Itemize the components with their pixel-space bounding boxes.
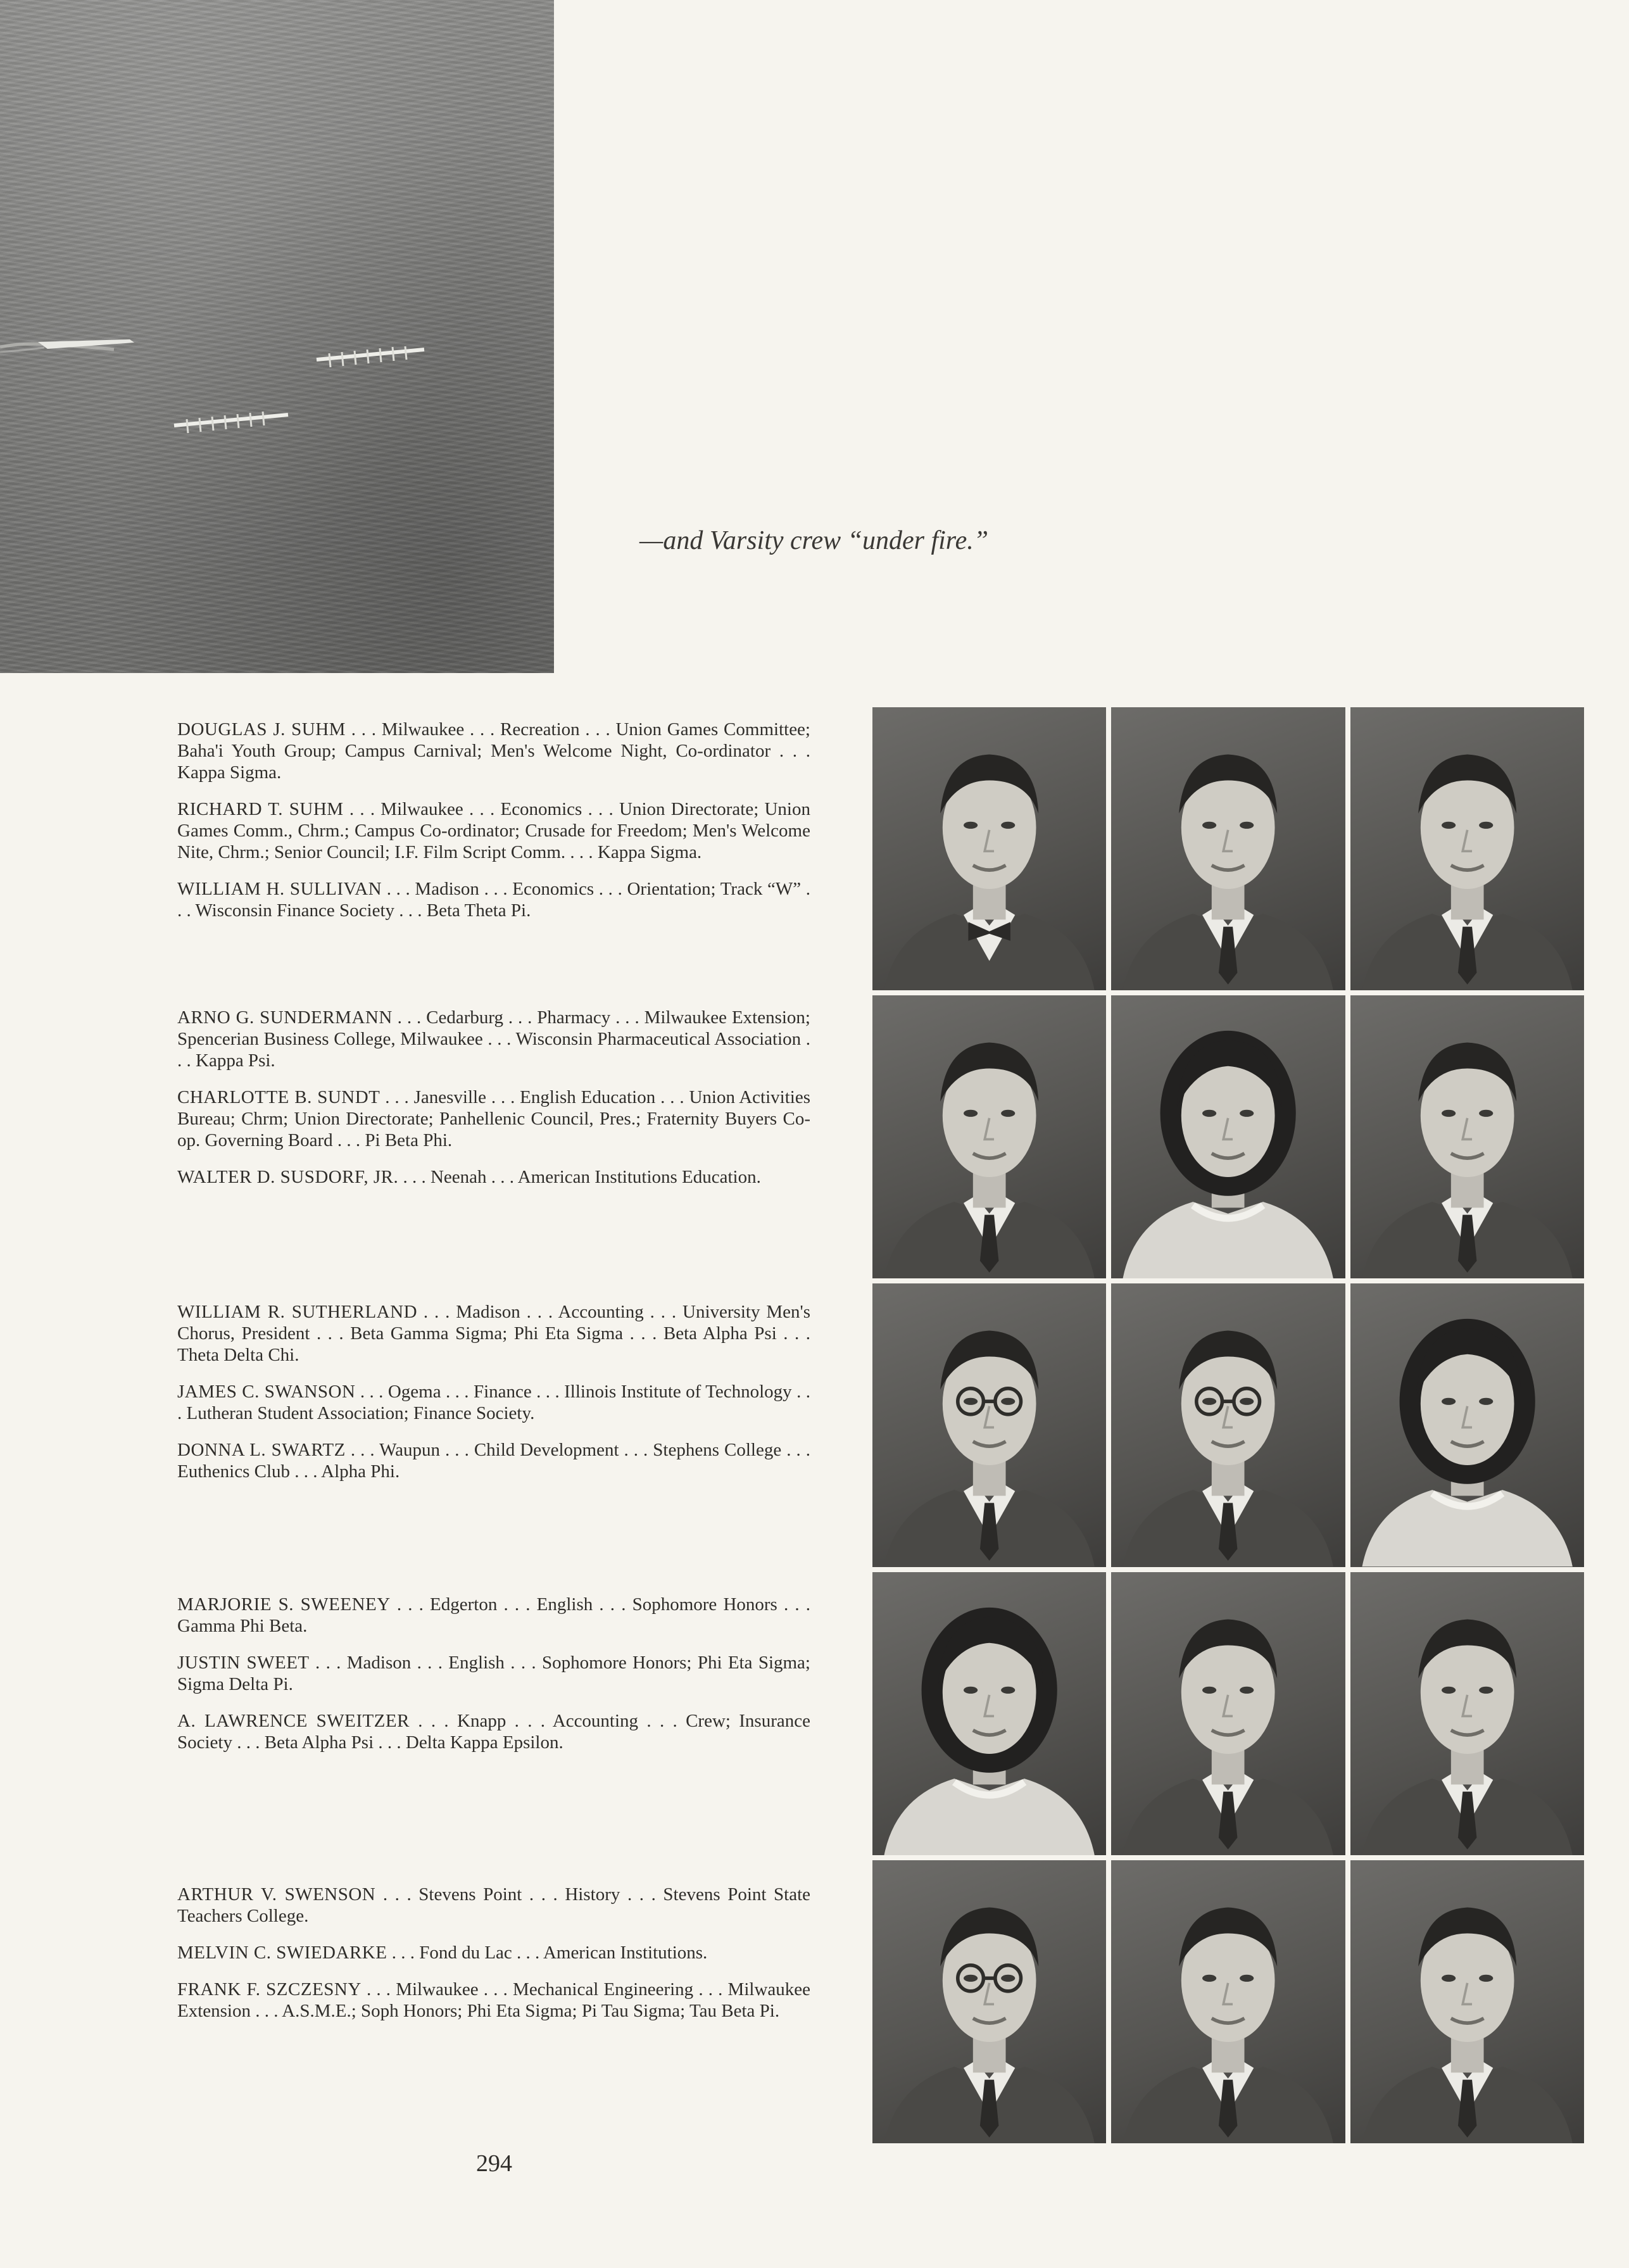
portrait-photo	[872, 707, 1106, 990]
bio-entry	[177, 1884, 810, 1927]
bio-entry	[177, 1710, 810, 1753]
portrait-silhouette	[1350, 707, 1584, 990]
portrait-silhouette	[1111, 1572, 1345, 1855]
aerial-crew-photo	[0, 0, 554, 673]
bio-name: FRANK F. SZCZESNY	[177, 1979, 362, 2000]
bio-name: RICHARD T. SUHM	[177, 799, 344, 819]
portrait-photo	[872, 1860, 1106, 2143]
bio-text: . . . Madison . . . English . . . Sophomore Honors; Phi Eta Sigma; Sigma Delta Pi.	[177, 1653, 810, 1694]
photo-caption: —and Varsity crew “under fire.”	[639, 526, 989, 555]
bio-entry	[177, 1439, 810, 1482]
bio-name: JAMES C. SWANSON	[177, 1382, 356, 1402]
portrait-photo	[1111, 1283, 1345, 1566]
bio-name: A. LAWRENCE SWEITZER	[177, 1711, 410, 1731]
portrait-photo	[872, 1283, 1106, 1566]
bio-text: . . . Waupun . . . Child Development . . . Stephens College . . . Euthenics Club . . . Alpha Phi.	[177, 1440, 810, 1482]
portrait-silhouette	[872, 1572, 1106, 1855]
portrait-silhouette	[1111, 707, 1345, 990]
bio-text: . . . Edgerton . . . English . . . Sophomore Honors . . . Gamma Phi Beta.	[177, 1594, 811, 1636]
portrait-photo	[1350, 1572, 1584, 1855]
bio-text: . . . Cedarburg . . . Pharmacy . . . Milwaukee Extension; Spencerian Business College, Milwaukee . . . Wisconsin Pharmaceutical Association . . . Kappa Psi.	[177, 1007, 810, 1071]
portrait-photo	[1111, 995, 1345, 1278]
bio-entry	[177, 1942, 810, 1963]
portrait-silhouette	[872, 1860, 1106, 2143]
portrait-grid	[872, 707, 1584, 2143]
portrait-silhouette	[1350, 995, 1584, 1278]
bio-entry	[177, 1594, 810, 1637]
bio-entry	[177, 1301, 810, 1366]
bio-name: WALTER D. SUSDORF, JR.	[177, 1167, 399, 1187]
portrait-silhouette	[1111, 995, 1345, 1278]
bio-entry	[177, 719, 810, 783]
portrait-silhouette	[1350, 1572, 1584, 1855]
bio-text: . . . Stevens Point . . . History . . . Stevens Point State Teachers College.	[177, 1884, 811, 1926]
bio-group-2	[177, 1007, 810, 1203]
bio-name: MELVIN C. SWIEDARKE	[177, 1943, 387, 1963]
bio-entry	[177, 1166, 810, 1188]
bio-name: CHARLOTTE B. SUNDT	[177, 1087, 381, 1107]
bio-name: DOUGLAS J. SUHM	[177, 719, 346, 740]
portrait-silhouette	[1111, 1283, 1345, 1566]
portrait-photo	[1350, 1283, 1584, 1566]
bio-name: ARTHUR V. SWENSON	[177, 1884, 376, 1905]
bio-name: JUSTIN SWEET	[177, 1653, 310, 1673]
bio-text: . . . Janesville . . . English Education . . . Union Activities Bureau; Chrm; Union Directorate; Panhellenic Council, Pres.; Fraternity Buyers Co-op. Governing Board . . . Pi Beta Phi.	[177, 1087, 810, 1150]
bio-text: . . . Milwaukee . . . Recreation . . . Union Games Committee; Baha'i Youth Group; Campus Carnival; Men's Welcome Night, Co-ordinator . . . Kappa Sigma.	[177, 719, 810, 783]
portrait-silhouette	[1111, 1860, 1345, 2143]
portrait-silhouette	[872, 707, 1106, 990]
bio-name: WILLIAM H. SULLIVAN	[177, 879, 382, 899]
portrait-photo	[1350, 1860, 1584, 2143]
portrait-photo	[1350, 707, 1584, 990]
bio-text: . . . Milwaukee . . . Economics . . . Union Directorate; Union Games Comm., Chrm.; Campus Co-ordinator; Crusade for Freedom; Men's Welcome Nite, Chrm.; Senior Council; I.F. Film Script Comm. . . . Kappa Sigma.	[177, 799, 810, 862]
bio-text: . . . Milwaukee . . . Mechanical Engineering . . . Milwaukee Extension . . . A.S.M.E.; Soph Honors; Phi Eta Sigma; Pi Tau Sigma; Tau Beta Pi.	[177, 1979, 811, 2021]
bio-entry	[177, 878, 810, 921]
portrait-photo	[872, 1572, 1106, 1855]
bio-text: . . . Madison . . . Economics . . . Orientation; Track “W” . . . Wisconsin Finance Society . . . Beta Theta Pi.	[177, 879, 810, 921]
bio-text: . . . Neenah . . . American Institutions Education.	[398, 1167, 761, 1187]
bio-name: WILLIAM R. SUTHERLAND	[177, 1302, 418, 1322]
bio-text: . . . Fond du Lac . . . American Institutions.	[387, 1943, 708, 1963]
portrait-photo	[1111, 1572, 1345, 1855]
bio-name: DONNA L. SWARTZ	[177, 1440, 346, 1460]
portrait-photo	[872, 995, 1106, 1278]
portrait-photo	[1111, 707, 1345, 990]
portrait-silhouette	[872, 1283, 1106, 1566]
bio-text: . . . Madison . . . Accounting . . . University Men's Chorus, President . . . Beta Gamma Sigma; Phi Eta Sigma . . . Beta Alpha Psi . . . Theta Delta Chi.	[177, 1302, 811, 1365]
portrait-photo	[1111, 1860, 1345, 2143]
bio-group-1	[177, 719, 810, 936]
bio-entry	[177, 1007, 810, 1071]
bio-entry	[177, 1979, 810, 2022]
bio-group-3	[177, 1301, 810, 1497]
page-number: 294	[476, 2150, 512, 2177]
bio-entry	[177, 1087, 810, 1151]
bio-text: . . . Knapp . . . Accounting . . . Crew; Insurance Society . . . Beta Alpha Psi . . . Delta Kappa Epsilon.	[177, 1711, 810, 1753]
bio-group-5	[177, 1884, 810, 2037]
bio-entry	[177, 798, 810, 863]
bio-text: . . . Ogema . . . Finance . . . Illinois Institute of Technology . . . Lutheran Student Association; Finance Society.	[177, 1382, 810, 1423]
bio-name: ARNO G. SUNDERMANN	[177, 1007, 393, 1028]
portrait-photo	[1350, 995, 1584, 1278]
bio-entry	[177, 1652, 810, 1695]
bio-group-4	[177, 1594, 810, 1768]
bio-name: MARJORIE S. SWEENEY	[177, 1594, 391, 1615]
bio-entry	[177, 1381, 810, 1424]
portrait-silhouette	[1350, 1283, 1584, 1566]
portrait-silhouette	[1350, 1860, 1584, 2143]
crew-boats-illustration	[0, 0, 554, 673]
portrait-silhouette	[872, 995, 1106, 1278]
